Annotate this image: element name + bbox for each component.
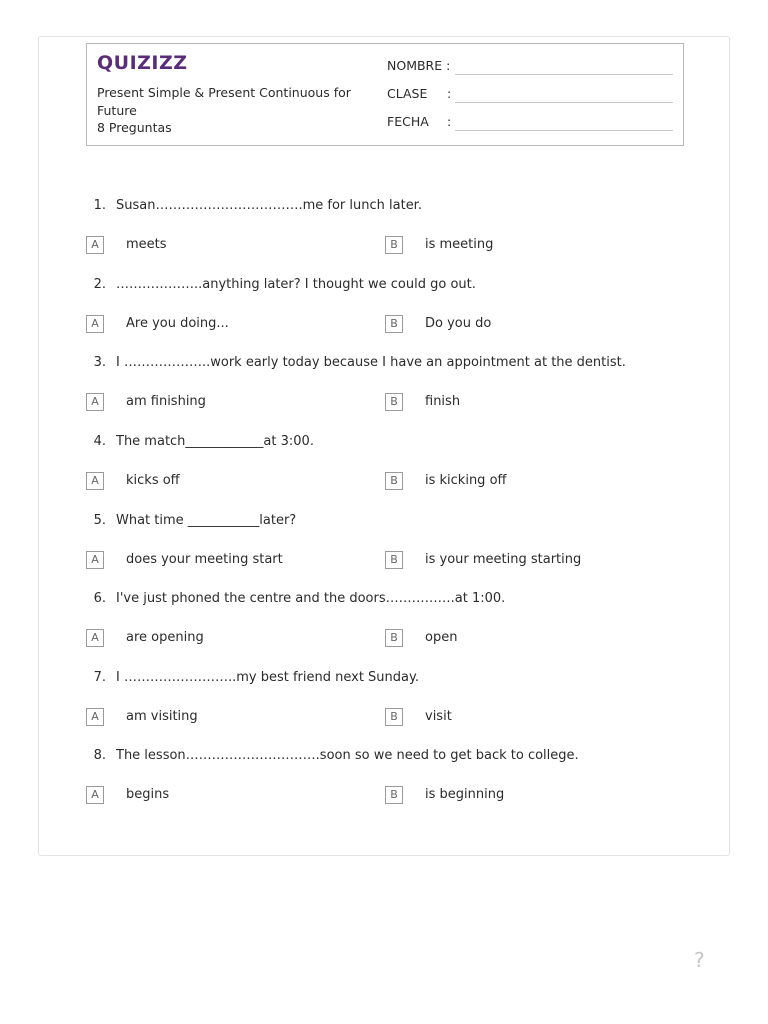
name-field-label: NOMBRE : — [387, 58, 451, 73]
option-letter-b: B — [385, 708, 403, 726]
option-text: open — [425, 630, 458, 645]
date-field[interactable] — [387, 114, 452, 129]
option-text: am visiting — [126, 709, 198, 724]
option-text: visit — [425, 709, 452, 724]
option-text: is meeting — [425, 237, 494, 252]
option-text: Are you doing... — [126, 316, 229, 331]
class-field[interactable] — [387, 86, 452, 101]
option-letter-a: A — [86, 551, 104, 569]
help-icon[interactable]: ? — [694, 948, 705, 972]
question-number: 8. — [93, 748, 106, 763]
name-field[interactable] — [387, 58, 450, 73]
option-letter-b: B — [385, 786, 403, 804]
question-text: I ……………………..my best friend next Sunday. — [116, 670, 419, 685]
option-letter-a: A — [86, 393, 104, 411]
option-letter-a: A — [86, 472, 104, 490]
date-field-colon: : — [447, 114, 452, 129]
question-count: 8 Preguntas — [97, 120, 172, 135]
question-text: What time ___________later? — [116, 513, 297, 528]
question-number: 1. — [93, 198, 106, 213]
class-field-colon: : — [447, 86, 452, 101]
option-text: finish — [425, 394, 461, 409]
option-letter-a: A — [86, 315, 104, 333]
date-field-line[interactable] — [455, 130, 673, 131]
question-number: 5. — [93, 513, 106, 528]
option-text: is beginning — [425, 787, 505, 802]
option-text: are opening — [126, 630, 204, 645]
option-text: meets — [126, 237, 167, 252]
question-text: Susan…………………………….me for lunch later. — [116, 198, 422, 213]
class-field-label: CLASE — [387, 86, 428, 101]
worksheet-header — [86, 43, 684, 146]
question-number: 6. — [93, 591, 106, 606]
question-number: 3. — [93, 355, 106, 370]
option-text: does your meeting start — [126, 552, 283, 567]
option-letter-a: A — [86, 236, 104, 254]
question-text: I ………………..work early today because I have an appointment at the dentist. — [116, 355, 626, 370]
class-field-line[interactable] — [455, 102, 673, 103]
question-text: The match____________at 3:00. — [116, 434, 314, 449]
option-letter-a: A — [86, 708, 104, 726]
name-field-line[interactable] — [455, 74, 673, 75]
option-letter-b: B — [385, 236, 403, 254]
question-number: 7. — [93, 670, 106, 685]
option-letter-b: B — [385, 551, 403, 569]
option-letter-b: B — [385, 315, 403, 333]
date-field-label: FECHA — [387, 114, 429, 129]
question-number: 2. — [93, 277, 106, 292]
worksheet-title: Present Simple & Present Continuous for Future — [97, 85, 351, 118]
option-text: is kicking off — [425, 473, 507, 488]
option-letter-b: B — [385, 629, 403, 647]
option-text: kicks off — [126, 473, 180, 488]
option-text: is your meeting starting — [425, 552, 582, 567]
option-letter-b: B — [385, 393, 403, 411]
option-letter-a: A — [86, 786, 104, 804]
question-text: ………………..anything later? I thought we could go out. — [116, 277, 476, 292]
option-letter-b: B — [385, 472, 403, 490]
question-text: I've just phoned the centre and the doors…………….at 1:00. — [116, 591, 506, 606]
question-text: The lesson………………………….soon so we need to get back to college. — [116, 748, 579, 763]
option-text: Do you do — [425, 316, 492, 331]
quizizz-logo: QUIZIZZ — [97, 52, 188, 74]
option-text: begins — [126, 787, 170, 802]
question-number: 4. — [93, 434, 106, 449]
option-text: am finishing — [126, 394, 206, 409]
option-letter-a: A — [86, 629, 104, 647]
